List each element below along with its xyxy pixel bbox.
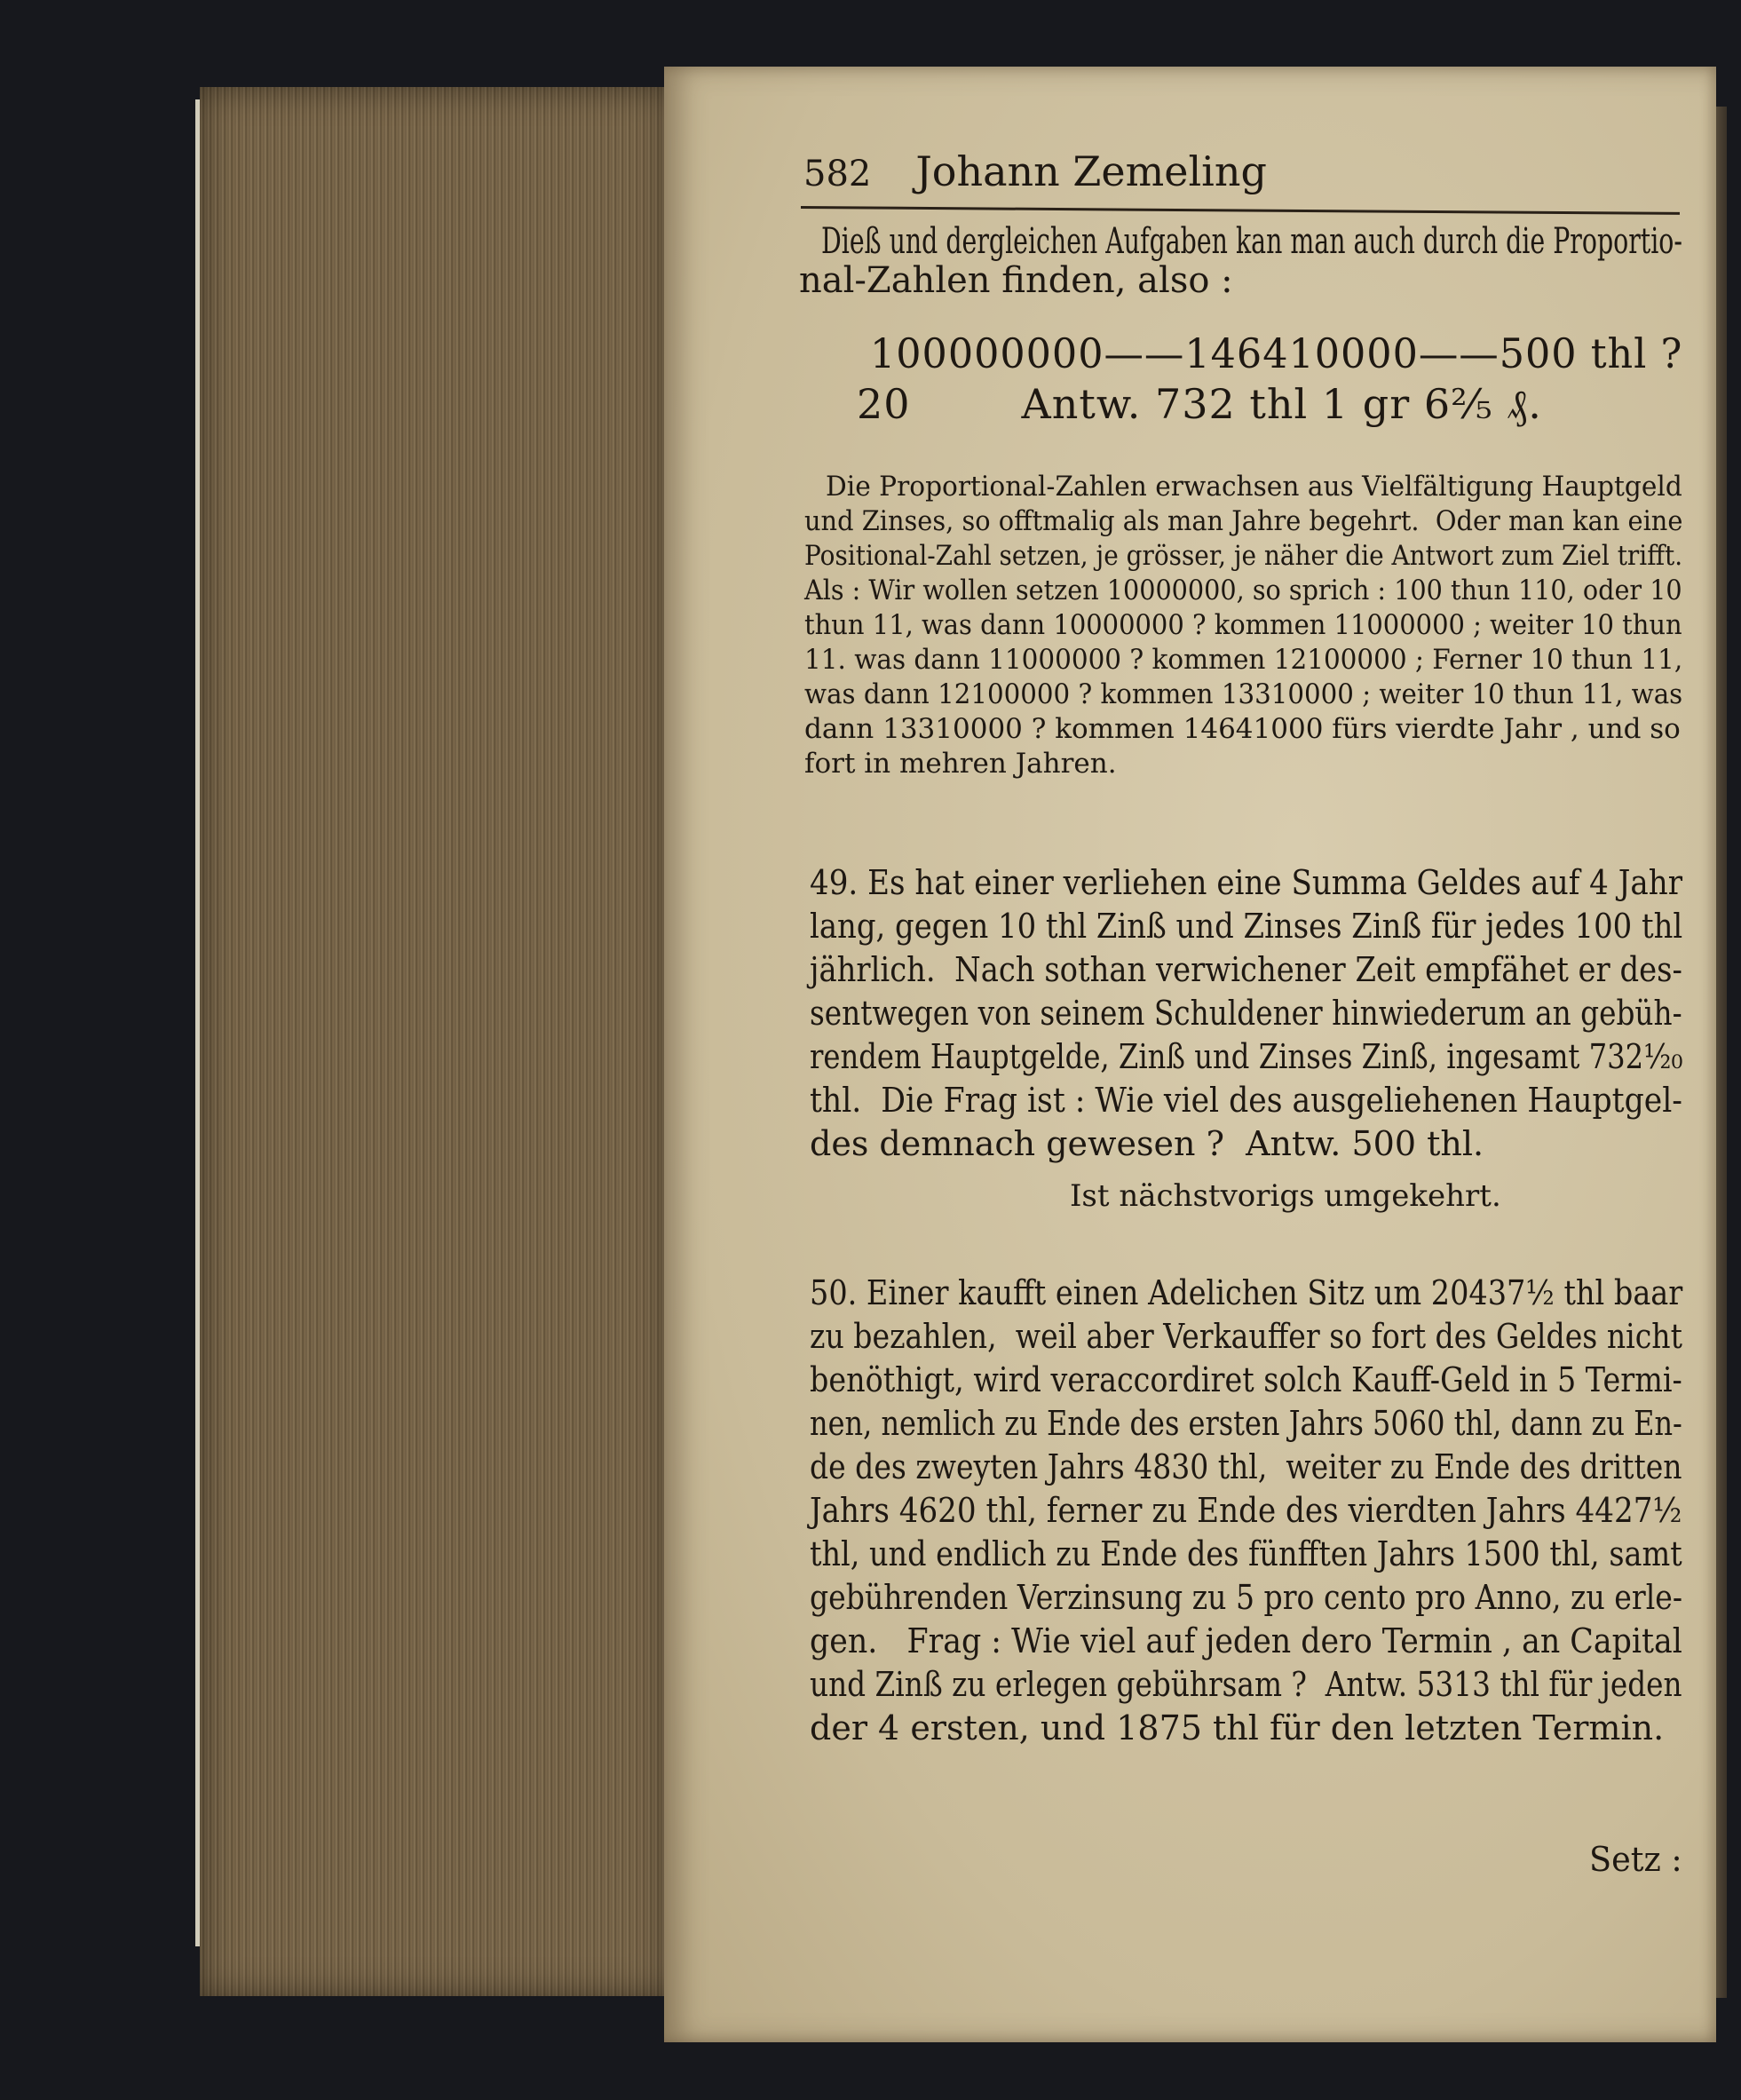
problem-line: Jahrs 4620 thl, ferner zu Ende des vierdten Jahrs 4427½ (810, 1491, 1682, 1530)
problem-line: rendem Hauptgelde, Zinß und Zinses Zinß, ingesamt 732¹⁄₂₀ (810, 1037, 1683, 1076)
problem-line: des demnach gewesen ? Antw. 500 thl. (810, 1124, 1484, 1163)
paragraph-line: Als : Wir wollen setzen 10000000, so sprich : 100 thun 110, oder 10 (804, 575, 1682, 606)
page-edges (200, 87, 670, 1996)
problem-line: thl. Die Frag ist : Wie viel des ausgeliehenen Hauptgel- (810, 1081, 1682, 1120)
problem-line: und Zinß zu erlegen gebührsam ? Antw. 5313 thl für jeden (810, 1665, 1682, 1704)
problem-line: benöthigt, wird veraccordiret solch Kauff-Geld in 5 Termi- (810, 1360, 1682, 1399)
paragraph-line: was dann 12100000 ? kommen 13310000 ; weiter 10 thun 11, was (804, 678, 1683, 710)
problem-line: 49. Es hat einer verliehen eine Summa Geldes auf 4 Jahr (810, 863, 1683, 902)
paragraph-line: 11. was dann 11000000 ? kommen 12100000 ; Ferner 10 thun 11, (804, 644, 1683, 676)
problem-note: Ist nächstvorigs umgekehrt. (1070, 1178, 1501, 1214)
problem-line: nen, nemlich zu Ende des ersten Jahrs 5060 thl, dann zu En- (810, 1404, 1682, 1443)
problem-line: de des zweyten Jahrs 4830 thl, weiter zu Ende des dritten (810, 1447, 1682, 1486)
problem-line: der 4 ersten, und 1875 thl für den letzten Termin. (810, 1708, 1665, 1747)
problem-line: lang, gegen 10 thl Zinß und Zinses Zinß für jedes 100 thl (810, 907, 1683, 946)
proportion-line: 100000000——146410000——500 thl ? (870, 329, 1683, 377)
problem-line: thl, und endlich zu Ende des fünfften Jahrs 1500 thl, samt (810, 1534, 1682, 1573)
paragraph-line: Positional-Zahl setzen, je grösser, je näher die Antwort zum Ziel trifft. (804, 540, 1683, 572)
problem-line: 50. Einer kaufft einen Adelichen Sitz um 20437½ thl baar (810, 1273, 1683, 1312)
paragraph-line: dann 13310000 ? kommen 14641000 fürs vierdte Jahr , und so (804, 713, 1681, 745)
running-title: Johann Zemeling (915, 147, 1267, 195)
paragraph-line: Die Proportional-Zahlen erwachsen aus Vielfältigung Hauptgeld (826, 471, 1682, 503)
paragraph-line: fort in mehren Jahren. (804, 748, 1117, 780)
intro-line: nal-Zahlen finden, also : (799, 260, 1233, 301)
intro-line: Dieß und dergleichen Aufgaben kan man auch durch die Proportio- (821, 221, 1682, 262)
problem-line: gebührenden Verzinsung zu 5 pro cento pro Anno, zu erle- (810, 1578, 1683, 1617)
problem-line: zu bezahlen, weil aber Verkauffer so fort des Geldes nicht (810, 1317, 1682, 1356)
problem-line: gen. Frag : Wie viel auf jeden dero Termin , an Capital (810, 1621, 1682, 1660)
catchword: Setz : (1589, 1840, 1682, 1879)
problem-line: sentwegen von seinem Schuldener hinwiederum an gebüh- (810, 994, 1682, 1033)
page-number: 582 (803, 154, 872, 194)
problem-line: jährlich. Nach sothan verwichener Zeit empfähet er des- (810, 950, 1682, 989)
running-head (803, 147, 1267, 195)
proportion-line: 20 Antw. 732 thl 1 gr 6²⁄₅ ₰. (857, 380, 1542, 428)
paragraph-line: thun 11, was dann 10000000 ? kommen 11000000 ; weiter 10 thun (804, 609, 1682, 641)
paragraph-line: und Zinses, so offtmalig als man Jahre begehrt. Oder man kan eine (804, 505, 1683, 537)
